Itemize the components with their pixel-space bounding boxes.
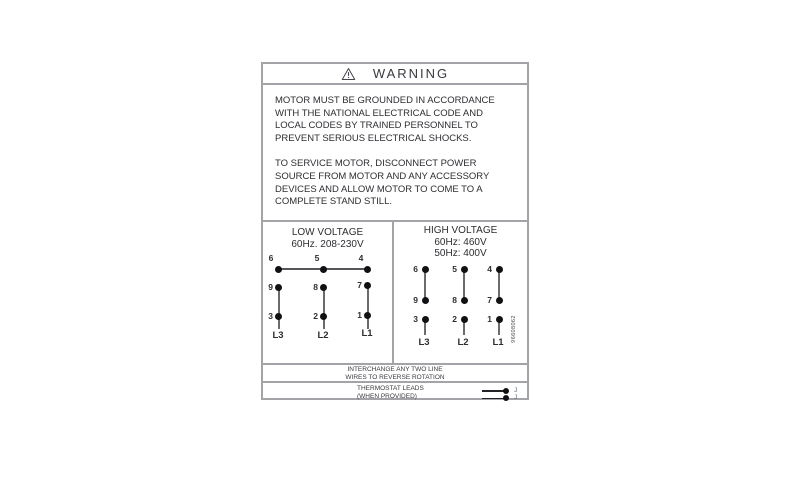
terminal-label-2: 2: [452, 314, 457, 324]
thermostat-lead-label-1: J: [514, 387, 518, 394]
line-label-L2: L2: [317, 330, 329, 341]
terminal-dot-4: [496, 266, 503, 273]
paragraph-line: COMPLETE STAND STILL.: [275, 196, 393, 208]
terminal-label-9: 9: [413, 295, 418, 305]
terminal-dot-8: [461, 297, 468, 304]
high-voltage-title: HIGH VOLTAGE: [423, 225, 498, 236]
wiring-link-8-2: [323, 287, 325, 329]
thermostat-lead-line-2: [482, 398, 505, 400]
paragraph-line: SOURCE FROM MOTOR AND ANY ACCESSORY: [275, 170, 490, 182]
thermostat-lead-line-1: [482, 390, 505, 392]
terminal-dot-6: [422, 266, 429, 273]
ground-warning-paragraph: [275, 95, 527, 145]
terminal-dot-8: [320, 284, 327, 291]
note-line: INTERCHANGE ANY TWO LINE: [347, 366, 443, 373]
note-line: WIRES TO REVERSE ROTATION: [345, 374, 445, 381]
terminal-label-7: 7: [357, 280, 362, 290]
terminal-dot-7: [496, 297, 503, 304]
line-label-L2: L2: [457, 337, 469, 348]
terminal-dot-2: [320, 313, 327, 320]
terminal-dot-6: [275, 266, 282, 273]
line-label-L3: L3: [418, 337, 430, 348]
note-line: (WHEN PROVIDED): [357, 393, 417, 400]
terminal-dot-9: [275, 284, 282, 291]
thermostat-lead-dot-2: [503, 395, 509, 401]
wiring-link-5-8: [463, 269, 465, 300]
wiring-link-4-7: [498, 269, 500, 300]
motor-warning-label: [261, 62, 529, 400]
terminal-dot-4: [364, 266, 371, 273]
paragraph-line: WITH THE NATIONAL ELECTRICAL CODE AND: [275, 107, 483, 119]
terminal-label-4: 4: [358, 253, 364, 263]
wiring-link-6-9: [424, 269, 426, 300]
warning-body: [263, 85, 527, 222]
terminal-label-5: 5: [452, 264, 457, 274]
low-voltage-title: LOW VOLTAGE: [291, 227, 364, 238]
terminal-label-9: 9: [268, 282, 273, 292]
high-voltage-subtitle1: 60Hz: 460V: [434, 237, 487, 248]
terminal-dot-3: [422, 316, 429, 323]
terminal-dot-2: [461, 316, 468, 323]
terminal-dot-1: [364, 312, 371, 319]
terminal-label-4: 4: [487, 264, 492, 274]
terminal-label-8: 8: [452, 295, 457, 305]
terminal-label-3: 3: [268, 311, 273, 321]
paragraph-line: TO SERVICE MOTOR, DISCONNECT POWER: [275, 158, 477, 170]
thermostat-lead-dot-1: [503, 388, 509, 394]
terminal-dot-5: [461, 266, 468, 273]
terminal-label-1: 1: [357, 310, 362, 320]
wiring-link-9-3: [278, 287, 280, 329]
reverse-rotation-note: [263, 363, 527, 383]
high-voltage-section: [394, 222, 527, 363]
line-label-L3: L3: [272, 330, 284, 341]
wiring-link-7-1: [367, 287, 369, 329]
terminal-dot-5: [320, 266, 327, 273]
terminal-label-6: 6: [268, 253, 274, 263]
warning-header: [263, 64, 527, 85]
terminal-label-6: 6: [413, 264, 418, 274]
terminal-dot-1: [496, 316, 503, 323]
paragraph-line: DEVICES AND ALLOW MOTOR TO COME TO A: [275, 183, 483, 195]
terminal-label-5: 5: [314, 253, 320, 263]
terminal-dot-3: [275, 313, 282, 320]
terminal-dot-7: [364, 282, 371, 289]
paragraph-line: MOTOR MUST BE GROUNDED IN ACCORDANCE: [275, 95, 495, 106]
high-voltage-subtitle2: 50Hz: 400V: [434, 248, 487, 259]
paragraph-line: PREVENT SERIOUS ELECTRICAL SHOCKS.: [275, 132, 472, 144]
terminal-dot-9: [422, 297, 429, 304]
low-voltage-subtitle: 60Hz. 208-230V: [291, 239, 364, 250]
terminal-label-1: 1: [487, 314, 492, 324]
warning-triangle-icon: [341, 67, 356, 81]
line-label-L1: L1: [361, 328, 373, 339]
thermostat-leads-note: [263, 383, 527, 401]
low-voltage-section: [263, 222, 392, 363]
note-line: THERMOSTAT LEADS: [357, 385, 424, 392]
terminal-label-2: 2: [313, 311, 318, 321]
part-number: 96608062: [511, 315, 517, 343]
terminal-label-3: 3: [413, 314, 418, 324]
terminal-label-7: 7: [487, 295, 492, 305]
service-warning-paragraph: [275, 158, 527, 208]
line-label-L1: L1: [492, 337, 504, 348]
thermostat-lead-label-2: J: [514, 394, 518, 401]
warning-title: WARNING: [372, 66, 450, 81]
terminal-label-8: 8: [313, 282, 318, 292]
paragraph-line: LOCAL CODES BY TRAINED PERSONNEL TO: [275, 120, 478, 132]
